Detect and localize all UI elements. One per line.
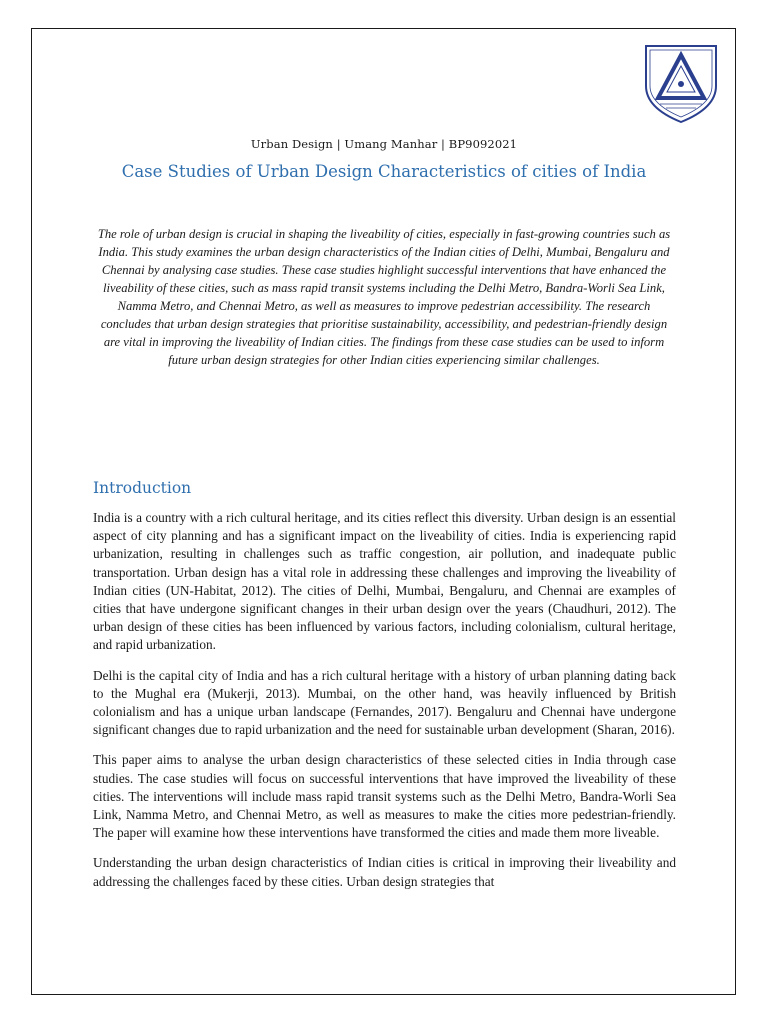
introduction-body xyxy=(93,509,676,903)
paragraph: Delhi is the capital city of India and has a rich cultural heritage with a history of urban planning dating back to the Mughal era (Mukerji, 2013). Mumbai, on the other hand, was heavily influenced by British colonialism and has a unique urban landscape (Fernandes, 2017). Bengaluru and Chennai have undergone significant changes due to rapid urbanization and the need for sustainable urban development (Sharan, 2016). xyxy=(93,667,676,738)
paragraph: This paper aims to analyse the urban design characteristics of these selected cities in India through case studies. The case studies will focus on successful interventions that have improved the liveability of these cities. The interventions will include mass rapid transit systems such as the Delhi Metro, Bandra-Worli Sea Link, Namma Metro, and Chennai Metro, as well as measures to make the cities more pedestrian-friendly. The paper will examine how these interventions have transformed the cities and made them more liveable. xyxy=(93,752,676,841)
paragraph: India is a country with a rich cultural heritage, and its cities reflect this diversity. Urban design is an essential aspect of city planning and has a significant impact on the liveability of cities. India is experiencing rapid urbanization, resulting in challenges such as traffic congestion, air pollution, and inadequate public transportation. Urban design has a vital role in addressing these challenges and improving the liveability of Indian cities (UN-Habitat, 2012). The cities of Delhi, Mumbai, Bengaluru, and Chennai are examples of cities that have undergone significant changes in their urban design over the years (Chaudhuri, 2012). The urban design of these cities has been influenced by various factors, including colonialism, cultural heritage, and rapid urbanization. xyxy=(93,510,676,653)
running-header: Urban Design | Umang Manhar | BP9092021 xyxy=(250,137,518,151)
paper-title: Case Studies of Urban Design Characteristics of cities of India xyxy=(121,162,647,181)
paragraph: Understanding the urban design characteristics of Indian cities is critical in improving their liveability and addressing the challenges faced by these cities. Urban design strategies that xyxy=(93,855,676,889)
section-heading-introduction: Introduction xyxy=(93,479,192,497)
abstract: The role of urban design is crucial in shaping the liveability of cities, especially in fast-growing countries such as India. This study examines the urban design characteristics of the Indian cities of Delhi, Mumbai, Bengaluru and Chennai by analysing case studies. These case studies highlight successful interventions that have enhanced the liveability of these cities, such as mass rapid transit systems including the Delhi Metro, Bandra-Worli Sea Link, Namma Metro, and Chennai Metro, as well as measures to improve pedestrian accessibility. The research concludes that urban design strategies that prioritise sustainability, accessibility, and pedestrian-friendly design are vital in improving the liveability of Indian cities. The findings from these case studies can be used to inform future urban design strategies for other Indian cities experiencing similar challenges. xyxy=(97,227,671,367)
institution-shield-logo-icon xyxy=(640,42,722,124)
